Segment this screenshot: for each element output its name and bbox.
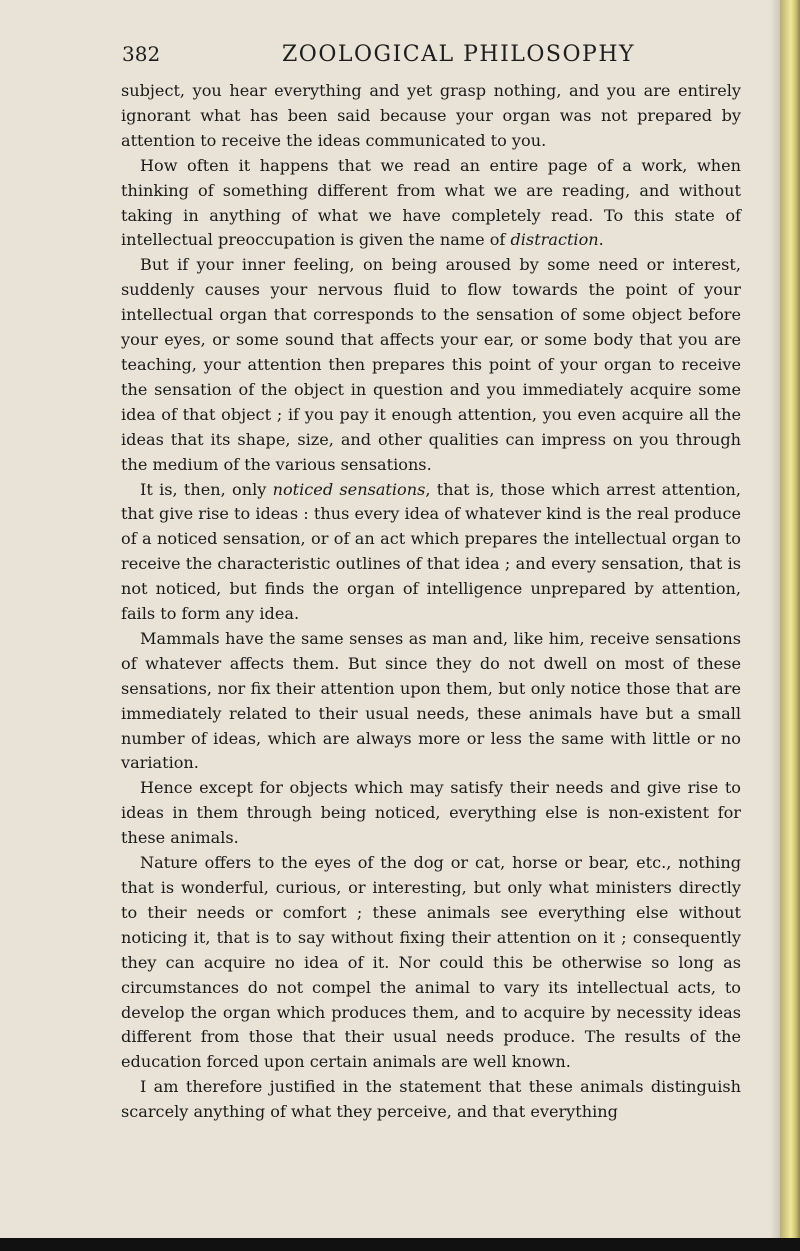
paragraph-4-text: , that is, those which arrest attention, that give rise to ideas : thus every idea of whatever kind is the real produce of a noticed sensation, or of an act which prepares the intellectual organ to receive the characteristic outlines of that idea ; and every sensation, that is not noticed, but finds the organ of intelligence unprepared by attention, fails to form any idea. [121, 479, 741, 624]
paragraph-8: I am therefore justified in the statement that these animals distinguish scarcely anything of what they perceive, and that everything [121, 1077, 741, 1122]
term-noticed-sensations: noticed sensations [272, 479, 426, 499]
paragraph-3: But if your inner feeling, on being aroused by some need or interest, suddenly causes your nervous fluid to flow towards the point of your intellectual organ that corresponds to the sensation of some object before your eyes, or some sound that affects your ear, or some body that you are teaching, your attention then prepares this point of your organ to receive the sensation of the object in question and you immediately acquire some idea of that object ; if you pay it enough attention, you even acquire all the ideas that its shape, size, and other qualities can impress on you through the medium of the various sensations. [121, 255, 741, 474]
page-header [0, 42, 780, 82]
book-binding-edge [780, 0, 800, 1251]
scan-bottom-edge [0, 1238, 800, 1251]
paragraph-1: subject, you hear everything and yet grasp nothing, and you are entirely ignorant what has been said because your organ was not prepared by attention to receive the ideas communicated to you. [121, 81, 741, 150]
paragraph-2-end: . [598, 230, 604, 250]
binding-shadow [770, 0, 780, 1238]
paragraph-5: Mammals have the same senses as man and, like him, receive sensations of whatever affects them. But since they do not dwell on most of these sensations, nor fix their attention upon them, but only notice those that are immediately related to their usual needs, these animals have but a small number of ideas, which are always more or less the same with little or no variation. [121, 628, 741, 773]
paragraph-7: Nature offers to the eyes of the dog or cat, horse or bear, etc., nothing that is wonderful, curious, or interesting, but only what ministers directly to their needs or comfort ; these animals see everything else without noticing it, that is to say without fixing their attention on it ; consequently they can acquire no idea of it. Nor could this be otherwise so long as circumstances do not compel the animal to vary its intellectual acts, to develop the organ which produces them, and to acquire by necessity ideas different from those that their usual needs produce. The results of the education forced upon certain animals are well known. [121, 853, 741, 1072]
body-text [121, 79, 741, 1125]
paragraph-4-start: It is, then, only [140, 479, 273, 499]
term-distraction: distraction [510, 230, 599, 250]
running-head: ZOOLOGICAL PHILOSOPHY [282, 42, 636, 67]
paragraph-2-text: How often it happens that we read an entire page of a work, when thinking of something different from what we are reading, and without taking in anything of what we have completely read. To this state of intellectual preoccupation is given the name of [121, 155, 741, 250]
paragraph-6: Hence except for objects which may satisfy their needs and give rise to ideas in them through being noticed, everything else is non-existent for these animals. [121, 778, 741, 848]
paragraph-2 [121, 154, 741, 254]
paragraph-4 [121, 478, 741, 627]
page-number: 382 [122, 42, 161, 66]
